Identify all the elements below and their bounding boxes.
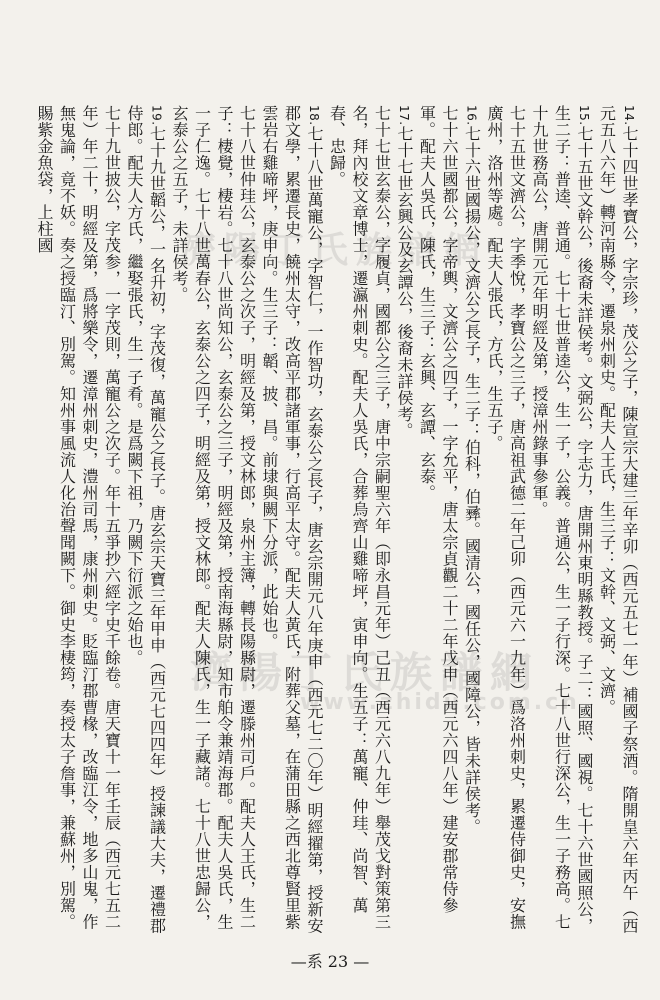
entry-number: 15. bbox=[577, 105, 591, 126]
entry-15 bbox=[528, 105, 596, 945]
entry-text: 七十九世披公，字茂参，一字茂則，萬寵公之次子。年十五爭抄六經字史千餘卷。唐天寶十一年壬辰（西元七五二年）年二十，明經及第，爲將樂令，遷漳州刺史，澧州司馬，康州刺史。貶臨汀郡曹椽，改臨江令，地多山鬼，作無鬼論，竟不妖。奏之授臨汀、別駕。知州事風流人化治聲聞闕下。御史李棲筠，奏授太子詹事，兼蘇州，別駕。賜紫金魚袋，上柱國 bbox=[35, 105, 122, 930]
entry-text: 七十八世仲珪公，玄泰公之次子，明經及第，授文林郎，泉州主簿，轉長陽縣尉，遷滕州司戶。配夫人王氏，生二子：棲覺，棲岩。七十八世尚知公，玄泰公之三子，明經及第，授南海縣尉，知市舶令兼靖海郡。配夫人吳氏，生一子仁逸。七十八世萬春公，玄泰公之四子，明經及第，授文林郎。配夫人陳氏，生一子藏諸。七十八世忠歸公，玄泰公之五子，未詳侯考。 bbox=[170, 105, 257, 930]
entry-text: 七十四世孝寶公，字宗珍，茂公之子，陳宣宗大建三年辛卯（西元五七一年）補國子祭酒。隋開皇六年丙午（西元五八六年）轉河南縣令，遷泉州刺史。配夫人王氏，生三子：文幹、文弼、文濟。 bbox=[597, 105, 639, 935]
entry-number: 19. bbox=[149, 105, 164, 126]
entry-18 bbox=[258, 105, 326, 945]
entry-15b bbox=[483, 105, 528, 945]
entry-18b bbox=[168, 105, 258, 945]
entry-text: 七十七世玄興公及玄譚公，後裔未詳侯考。 bbox=[395, 125, 414, 440]
genealogy-text bbox=[35, 105, 640, 945]
entry-text: 七十五世文濟公，字季悅，孝寶公之三子，唐高祖武德二年己卯（西元六一九年）爲洛州刺史，累遷侍御史，安撫廣州，洛州等處。配夫人張氏，方氏，生五子。 bbox=[485, 105, 527, 930]
entry-17 bbox=[393, 105, 416, 945]
watermark: 濟陽丁氏族譜網 bbox=[190, 648, 541, 697]
entry-text: 七十七世玄泰公，字履貞，國都公之三子，唐中宗嗣聖六年（即永昌元年）己丑（西元六八九年）舉茂戈對策第三名，拜內校文章博士，遷瀛州刺史。配夫人吳氏，合葬烏齊山雞啼坪，寅申向。生五子：萬寵、仲珪、尚智、萬春、忠歸。 bbox=[327, 105, 392, 930]
entry-number: 18. bbox=[307, 105, 321, 126]
entry-number: 16. bbox=[464, 105, 479, 126]
entry-text: 七十八世萬寵公，字智仁，一作智功，玄泰公之長子，唐玄宗開元八年庚申（西元七二〇年）明經擢第，授新安郡文學，累遷長史，饒州太守，改高平郡諸軍事，行高平太守。配夫人黃氏，附葬父墓，在蒲田縣之西北尊賢里紫雲岩右雞啼坪，庚申向。生三子：韜、披、昌。前埭與闕下分派，此始也。 bbox=[260, 105, 324, 935]
entry-text: 七十六世國揚公，文濟公之長子，生二子：伯科，伯彞。國清公，國任公，國障公，皆未詳侯考。 bbox=[462, 125, 482, 836]
entry-number: 14. bbox=[622, 105, 636, 126]
watermark: 濟陽丁氏族譜網 bbox=[180, 230, 489, 271]
entry-16b bbox=[415, 105, 460, 945]
page-number: —系 23 — bbox=[290, 952, 370, 971]
watermark-url: www.zhidu.com.cn bbox=[300, 690, 580, 715]
entry-text: 七十五世文幹公，後裔未詳侯考。文弼公，字志力，唐開州東明縣教授。子二：國照、國視。七十六世國照公，生二子：普逵、普通。七十七世普逵公，生一子，公義。普通公，生一子行深。七十八世行深公，生一子務高。七十九世務高公，唐開元元年明經及第，授漳州錄事參軍。 bbox=[530, 105, 594, 935]
entry-14 bbox=[595, 105, 640, 945]
entry-16 bbox=[460, 105, 483, 945]
entry-19 bbox=[123, 105, 168, 945]
entry-17b bbox=[325, 105, 393, 945]
entry-text: 七十九世韜公，一名升初，字茂復，萬寵公之長子。唐玄宗天寶三年甲申（西元七四四年）授諫議大夫，遷禮郡侍郎。配夫人方氏，繼娶張氏，生一子肴。是爲闕下祖，乃闕下衍派之始也。 bbox=[125, 105, 167, 935]
entry-text: 七十六世國都公，字帝輿，文濟公之四子，一字允平，唐太宗貞觀二十二年戊申（西元六四八年）建安郡常侍參軍。配夫人吳氏，陳氏，生三子：玄興、玄譚、玄泰。 bbox=[417, 105, 459, 914]
entry-number: 17. bbox=[397, 105, 411, 126]
entry-19b bbox=[33, 105, 123, 945]
